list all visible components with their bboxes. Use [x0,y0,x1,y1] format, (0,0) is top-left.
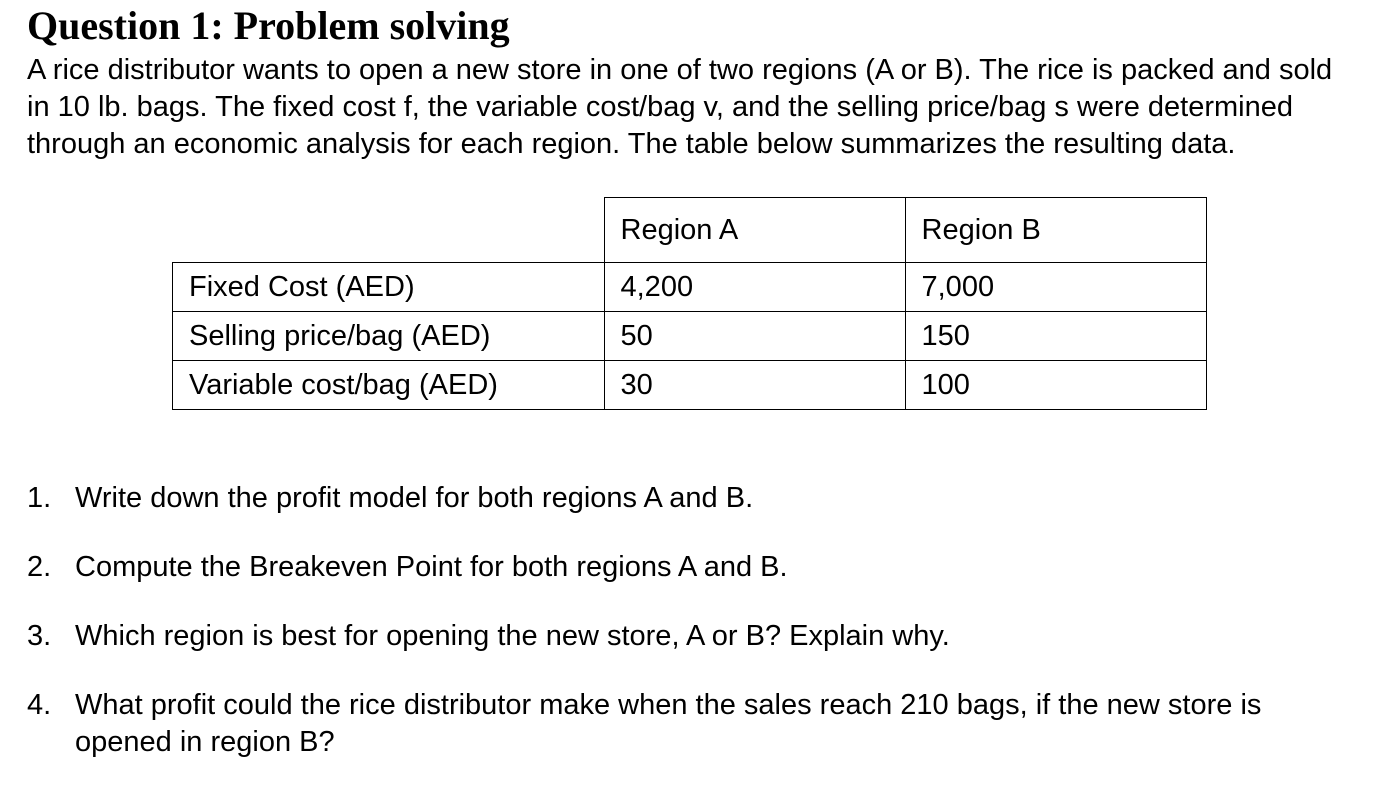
question-number: 3. [27,620,52,652]
row-label-variable-cost: Variable cost/bag (AED) [173,361,605,410]
question-text: Which region is best for opening the new store, A or B? Explain why. [75,620,950,652]
list-item-question-4 [27,687,1362,761]
fixed-cost-region-a: 4,200 [604,263,905,312]
problem-statement: A rice distributor wants to open a new store in one of two regions (A or B). The rice is packed and sold in 10 lb. bags. The fixed cost f, the variable cost/bag v, and the selling price/bag s were determined through an economic analysis for each region. The table below summarizes the resulting data. [27,54,1333,160]
variable-cost-region-b: 100 [905,361,1206,410]
document-page [27,0,1367,758]
variable-cost-region-a: 30 [604,361,905,410]
selling-price-region-b: 150 [905,312,1206,361]
question-number: 1. [27,482,52,514]
question-text: Compute the Breakeven Point for both regions A and B. [75,551,788,583]
list-item-question-1 [27,480,1362,517]
fixed-cost-region-b: 7,000 [905,263,1206,312]
table-row [173,361,1207,410]
question-text: What profit could the rice distributor make when the sales reach 210 bags, if the new store is opened in region B? [75,689,1262,758]
question-number: 4. [27,689,52,721]
list-item-question-3 [27,618,1362,655]
question-text: Write down the profit model for both regions A and B. [75,482,754,514]
question-number: 2. [27,551,52,583]
table-row [173,263,1207,312]
question-list [27,480,1362,793]
table-header-region-a: Region A [604,198,905,263]
row-label-fixed-cost: Fixed Cost (AED) [173,263,605,312]
table-row [173,312,1207,361]
data-table-container [172,197,1207,410]
question-title: Question 1: Problem solving [27,3,510,48]
selling-price-region-a: 50 [604,312,905,361]
cost-data-table [172,197,1207,410]
table-header-region-b: Region B [905,198,1206,263]
table-header-empty-cell [173,198,605,263]
list-item-question-2 [27,549,1362,586]
row-label-selling-price: Selling price/bag (AED) [173,312,605,361]
table-header-row [173,198,1207,263]
